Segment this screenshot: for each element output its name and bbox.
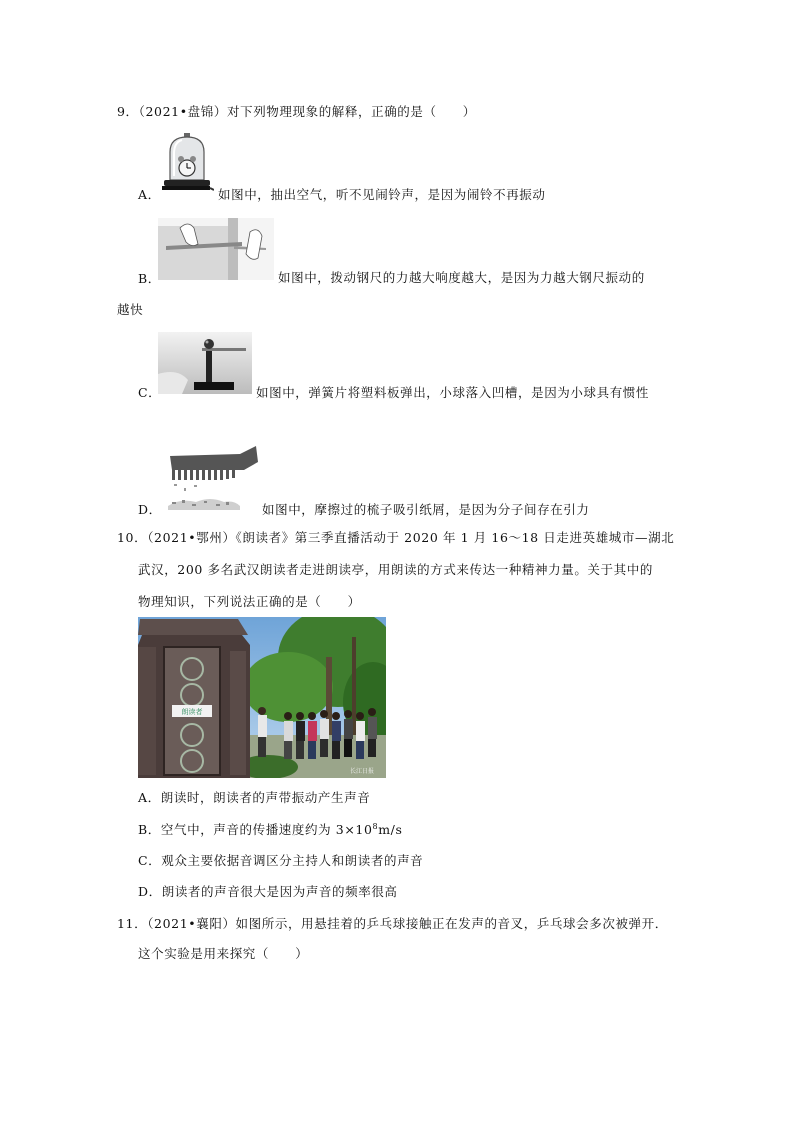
inertia-apparatus-figure [158,332,252,394]
question-10-stem-line-2: 武汉，200 多名武汉朗读者走进朗读亭，用朗读的方式来传达一种精神力量。关于其中的 [138,562,653,577]
comb-paper-scraps-figure [160,444,258,514]
question-10-option-b: B．空气中，声音的传播速度约为 $3\times 10^8m/s$ [138,822,403,837]
question-10-stem-line-1: 10．（2021•鄂州）《朗读者》第三季直播活动于 2020 年 1 月 16～18 日走进英雄城市—湖北 [117,530,675,545]
question-11-stem-line-1: 11．（2021•襄阳）如图所示，用悬挂着的乒乓球接触正在发声的音叉，乒乓球会多次被弹开． [117,916,668,931]
question-9-stem: 9．（2021•盘锦）对下列物理现象的解释，正确的是（ ） [117,104,476,119]
question-10-option-d: D．朗读者的声音很大是因为声音的频率很高 [138,884,398,899]
reading-booth-photo [138,617,386,778]
steel-ruler-figure [158,218,274,280]
question-10-option-c: C．观众主要依据音调区分主持人和朗读者的声音 [138,853,424,868]
question-10-stem-line-3: 物理知识，下列说法正确的是（ ） [138,594,361,609]
booth-sign-text: 朗读者 [181,708,203,716]
question-9-option-a-text: 如图中，抽出空气，听不见闹铃声，是因为闹铃不再振动 [218,187,546,202]
bell-jar-figure [160,132,214,194]
question-10-option-a: A．朗读时，朗读者的声带振动产生声音 [138,790,371,805]
question-9-option-c-text: 如图中，弹簧片将塑料板弹出，小球落入凹槽，是因为小球具有惯性 [256,385,650,400]
question-9-option-c-letter: C． [138,385,162,400]
question-9-option-d-letter: D． [138,502,162,517]
question-9-option-b-text-continued: 越快 [117,302,144,317]
photo-watermark: 长江日报 [349,768,374,775]
question-9-option-a-letter: A． [138,187,161,202]
question-9-option-b-letter: B． [138,271,161,286]
question-9-option-d-text: 如图中，摩擦过的梳子吸引纸屑，是因为分子间存在引力 [262,502,590,517]
question-9-option-b-text: 如图中，拨动钢尺的力越大响度越大，是因为力越大钢尺振动的 [278,270,645,285]
question-11-stem-line-2: 这个实验是用来探究（ ） [138,946,309,961]
